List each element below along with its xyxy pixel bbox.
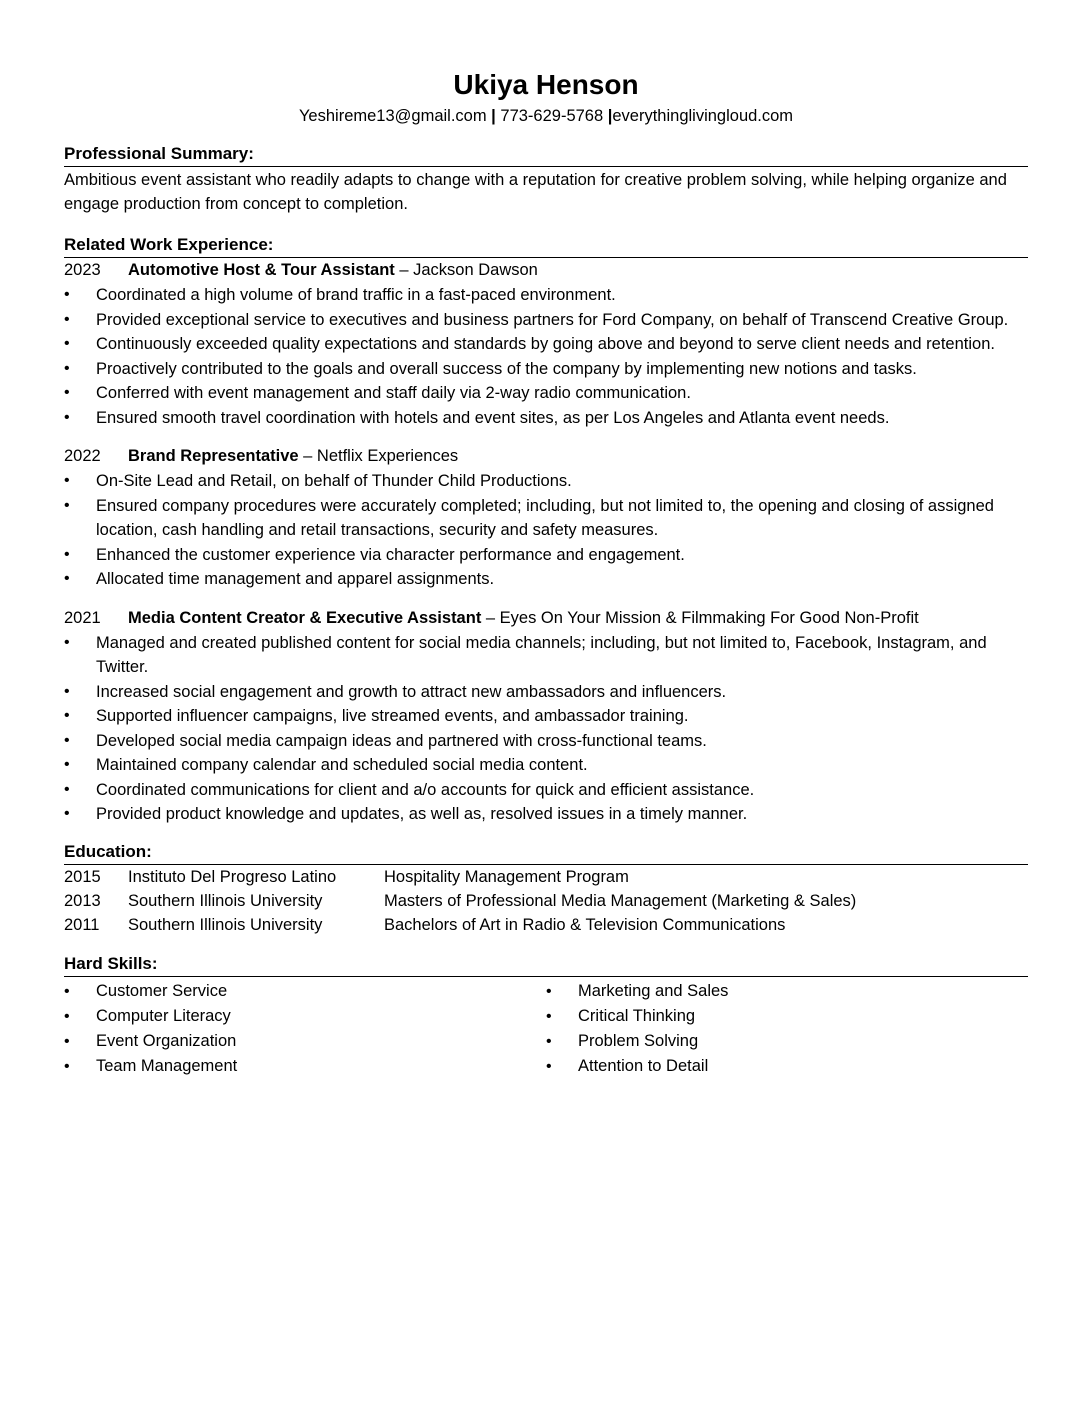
job-bullet: • Supported influencer campaigns, live streamed events, and ambassador training. [64, 704, 1028, 729]
skill-item: • Customer Service [64, 979, 546, 1004]
job-entry [64, 258, 1028, 430]
skills-section [64, 953, 1028, 1079]
education-school: Instituto Del Progreso Latino [128, 867, 337, 886]
skill-item: • Event Organization [64, 1029, 546, 1054]
education-program: Bachelors of Art in Radio & Television Communications [384, 915, 786, 934]
email-link[interactable]: Yeshireme13@gmail.com [298, 107, 487, 125]
job-year: 2021 [64, 608, 101, 627]
contact-separator: | [607, 107, 613, 125]
education-row [64, 913, 1028, 937]
job-bullet: • Proactively contributed to the goals and overall success of the company by implementing new notions and tasks. [64, 357, 1028, 382]
education-program: Masters of Professional Media Management (Marketing & Sales) [384, 891, 857, 910]
job-bullet: • Managed and created published content for social media channels; including, but not limited to, Facebook, Instagram, and Twitter. [64, 631, 1028, 680]
job-entry [64, 606, 1028, 827]
phone-number: 773-629-5768 [500, 107, 604, 125]
job-bullet-list [64, 283, 1028, 430]
skills-column-left [64, 979, 546, 1079]
job-bullet-list [64, 469, 1028, 592]
job-bullet: • Provided exceptional service to executives and business partners for Ford Company, on behalf of Transcend Creative Group. [64, 308, 1028, 333]
education-row [64, 865, 1028, 889]
job-organization: – Jackson Dawson [394, 261, 538, 279]
job-organization: – Netflix Experiences [298, 447, 459, 465]
skill-item: • Marketing and Sales [546, 979, 1028, 1004]
experience-section [64, 234, 1028, 827]
education-school: Southern Illinois University [128, 915, 323, 934]
job-organization: – Eyes On Your Mission & Filmmaking For Good Non-Profit [481, 608, 919, 627]
summary-text: Ambitious event assistant who readily adapts to change with a reputation for creative problem solving, while helping organize and engage production from concept to completion. [64, 171, 1007, 213]
job-bullet: • Ensured smooth travel coordination with hotels and event sites, as per Los Angeles and Atlanta event needs. [64, 406, 1028, 431]
summary-section [64, 143, 1028, 216]
contact-separator: | [491, 107, 496, 125]
education-year: 2013 [64, 891, 101, 910]
education-program: Hospitality Management Program [384, 867, 629, 886]
job-bullet: • Increased social engagement and growth to attract new ambassadors and influencers. [64, 680, 1028, 705]
skill-item: • Attention to Detail [546, 1054, 1028, 1079]
skills-list [546, 979, 1028, 1079]
job-bullet: • Developed social media campaign ideas and partnered with cross-functional teams. [64, 729, 1028, 754]
job-year: 2022 [64, 447, 101, 465]
job-bullet: • Allocated time management and apparel assignments. [64, 567, 1028, 592]
resume-page [64, 68, 1028, 1079]
job-header [64, 444, 1028, 469]
education-section [64, 841, 1028, 937]
job-title: Brand Representative [128, 447, 299, 465]
education-year: 2015 [64, 867, 101, 886]
job-bullet: • Ensured company procedures were accurately completed; including, but not limited to, the opening and closing of assigned location, cash handling and retail transactions, security and safety measures. [64, 494, 1028, 543]
job-entry [64, 444, 1028, 592]
job-year: 2023 [64, 261, 101, 279]
job-bullet: • On-Site Lead and Retail, on behalf of Thunder Child Productions. [64, 469, 1028, 494]
job-title: Automotive Host & Tour Assistant [128, 261, 395, 279]
job-bullet: • Conferred with event management and staff daily via 2-way radio communication. [64, 381, 1028, 406]
job-title: Media Content Creator & Executive Assistant [128, 608, 482, 627]
section-heading: Related Work Experience: [64, 234, 1028, 258]
contact-line [64, 105, 1028, 127]
education-school: Southern Illinois University [128, 891, 323, 910]
skill-item: • Computer Literacy [64, 1004, 546, 1029]
job-bullet: • Maintained company calendar and scheduled social media content. [64, 753, 1028, 778]
skills-column-right [546, 979, 1028, 1079]
skills-list [64, 979, 546, 1079]
skills-columns [64, 979, 1028, 1079]
job-bullet: • Coordinated communications for client and a/o accounts for quick and efficient assistance. [64, 778, 1028, 803]
job-bullet: • Enhanced the customer experience via character performance and engagement. [64, 543, 1028, 568]
job-header [64, 258, 1028, 283]
job-bullet: • Continuously exceeded quality expectations and standards by going above and beyond to serve client needs and retention. [64, 332, 1028, 357]
skill-item: • Problem Solving [546, 1029, 1028, 1054]
education-row [64, 889, 1028, 913]
section-heading: Professional Summary: [64, 143, 1028, 167]
job-bullet: • Coordinated a high volume of brand traffic in a fast-paced environment. [64, 283, 1028, 308]
job-bullet-list [64, 631, 1028, 827]
skill-item: • Critical Thinking [546, 1004, 1028, 1029]
education-year: 2011 [64, 915, 100, 934]
website-link[interactable]: everythinglivingloud.com [612, 107, 794, 125]
candidate-name: Ukiya Henson [453, 69, 639, 100]
section-heading: Hard Skills: [64, 953, 1028, 977]
skill-item: • Team Management [64, 1054, 546, 1079]
job-bullet: • Provided product knowledge and updates, as well as, resolved issues in a timely manner. [64, 802, 1028, 827]
job-header [64, 606, 1028, 631]
section-heading: Education: [64, 841, 1028, 865]
